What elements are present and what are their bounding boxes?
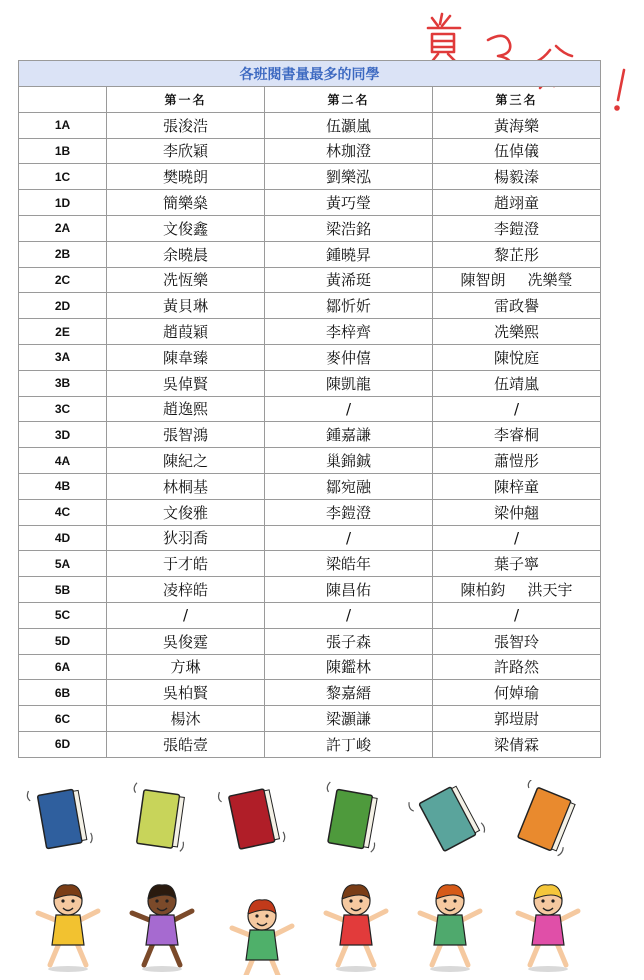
table-row: [19, 396, 601, 422]
first-place-name: /: [107, 602, 265, 628]
first-place-name: 凌梓皓: [107, 577, 265, 603]
class-name: 1A: [19, 112, 107, 138]
third-place-name: 伍倬儀: [493, 142, 539, 161]
first-place-name: 吳柏賢: [107, 680, 265, 706]
class-name: 2E: [19, 319, 107, 345]
book-icon: [407, 780, 486, 858]
second-place-name: 黎嘉縉: [265, 680, 433, 706]
third-place-cell: [433, 525, 601, 551]
class-name: 1D: [19, 190, 107, 216]
table-title-row: [19, 61, 601, 87]
class-name: 6C: [19, 706, 107, 732]
table-row: [19, 215, 601, 241]
class-name: 2B: [19, 241, 107, 267]
class-name: 4A: [19, 448, 107, 474]
second-place-name: /: [265, 396, 433, 422]
class-name: 2A: [19, 215, 107, 241]
third-place-name: 郭塏尉: [493, 710, 539, 729]
book-icon: [27, 782, 94, 853]
first-place-name: 陳紀之: [107, 448, 265, 474]
table-row: [19, 422, 601, 448]
third-place-cell: [433, 577, 601, 603]
first-place-name: 張浚浩: [107, 112, 265, 138]
books-and-kids-clipart: [20, 780, 624, 975]
third-place-name: 黎芷彤: [493, 245, 539, 264]
header-third: 第三名: [433, 87, 601, 113]
class-name: 5C: [19, 602, 107, 628]
third-place-name: 陳智朗: [460, 271, 506, 290]
table-row: [19, 731, 601, 757]
class-name: 5D: [19, 628, 107, 654]
table-row: [19, 112, 601, 138]
table-row: [19, 654, 601, 680]
table-row: [19, 551, 601, 577]
third-place-cell: [433, 731, 601, 757]
table-row: [19, 241, 601, 267]
third-place-cell: [433, 215, 601, 241]
kid-icon: [326, 885, 386, 972]
third-place-name: 蕭愷彤: [493, 452, 539, 471]
class-name: 2D: [19, 293, 107, 319]
table-row: [19, 344, 601, 370]
book-icon: [318, 782, 385, 853]
first-place-name: 方琳: [107, 654, 265, 680]
kid-icon: [232, 900, 292, 975]
table-title: 各班閱書量最多的同學: [19, 61, 601, 87]
first-place-name: 李欣穎: [107, 138, 265, 164]
table-row: [19, 370, 601, 396]
table-row: [19, 577, 601, 603]
class-name: 4B: [19, 473, 107, 499]
table-row: [19, 448, 601, 474]
third-place-name: 楊毅溱: [493, 168, 539, 187]
reading-leaderboard-table: [18, 60, 601, 758]
second-place-name: 鄒忻妡: [265, 293, 433, 319]
class-name: 3B: [19, 370, 107, 396]
second-place-name: /: [265, 525, 433, 551]
third-place-cell: [433, 396, 601, 422]
header-class: [19, 87, 107, 113]
table-row: [19, 138, 601, 164]
third-place-name: 陳柏鈞: [460, 581, 506, 600]
second-place-name: 陳鑑林: [265, 654, 433, 680]
second-place-name: 梁浩銘: [265, 215, 433, 241]
third-place-cell: [433, 344, 601, 370]
second-place-name: 鍾嘉謙: [265, 422, 433, 448]
header-second: 第二名: [265, 87, 433, 113]
second-place-name: 麥仲僖: [265, 344, 433, 370]
class-name: 5B: [19, 577, 107, 603]
third-place-name: 黃海樂: [493, 116, 539, 135]
book-icon: [508, 780, 584, 857]
table-row: [19, 293, 601, 319]
second-place-name: 李梓齊: [265, 319, 433, 345]
second-place-name: 林珈澄: [265, 138, 433, 164]
table-row: [19, 164, 601, 190]
class-name: 3A: [19, 344, 107, 370]
first-place-name: 冼恆樂: [107, 267, 265, 293]
first-place-name: 吳俊霆: [107, 628, 265, 654]
second-place-name: 李鎧澄: [265, 499, 433, 525]
header-row: [19, 87, 601, 113]
second-place-name: 黃巧瑩: [265, 190, 433, 216]
second-place-name: 張子森: [265, 628, 433, 654]
second-place-name: 陳凱龍: [265, 370, 433, 396]
second-place-name: 許丁峻: [265, 731, 433, 757]
class-name: 1C: [19, 164, 107, 190]
first-place-name: 樊曉朗: [107, 164, 265, 190]
class-name: 2C: [19, 267, 107, 293]
third-place-cell: [433, 241, 601, 267]
class-name: 5A: [19, 551, 107, 577]
third-place-name: 李睿桐: [493, 426, 539, 445]
first-place-name: 吳倬賢: [107, 370, 265, 396]
third-place-cell: [433, 267, 601, 293]
first-place-name: 張智鴻: [107, 422, 265, 448]
header-first: 第一名: [107, 87, 265, 113]
third-place-name: 伍靖嵐: [493, 374, 539, 393]
second-place-name: 黃浠珽: [265, 267, 433, 293]
third-place-cell: [433, 164, 601, 190]
third-place-cell: [433, 293, 601, 319]
table-row: [19, 602, 601, 628]
third-place-name: 冼樂熙: [493, 323, 539, 342]
second-place-name: 巢錦鋮: [265, 448, 433, 474]
second-place-name: 梁灝謙: [265, 706, 433, 732]
first-place-name: 趙葭穎: [107, 319, 265, 345]
first-place-name: 黃貝琳: [107, 293, 265, 319]
first-place-name: 林桐基: [107, 473, 265, 499]
third-place-cell: [433, 370, 601, 396]
class-name: 3C: [19, 396, 107, 422]
third-place-cell: [433, 319, 601, 345]
third-place-name: 趙翊童: [493, 194, 539, 213]
second-place-name: /: [265, 602, 433, 628]
third-place-name: 許路然: [493, 658, 539, 677]
second-place-name: 劉樂泓: [265, 164, 433, 190]
first-place-name: 余曉晨: [107, 241, 265, 267]
third-place-cell: [433, 680, 601, 706]
third-place-cell: [433, 706, 601, 732]
second-place-name: 梁皓年: [265, 551, 433, 577]
first-place-name: 張皓壹: [107, 731, 265, 757]
third-place-cell: [433, 499, 601, 525]
third-place-cell: [433, 628, 601, 654]
kid-icon: [132, 885, 192, 972]
annotation-text: 賞3分!: [418, 4, 422, 5]
class-name: 4D: [19, 525, 107, 551]
second-place-name: 鍾曉昇: [265, 241, 433, 267]
table-row: [19, 499, 601, 525]
third-place-name: 陳梓童: [493, 477, 539, 496]
third-place-name: 梁仲翹: [493, 503, 539, 522]
third-place-name: 梁倩霖: [493, 735, 539, 754]
third-place-cell: [433, 602, 601, 628]
third-place-cell: [433, 473, 601, 499]
first-place-name: 文俊雅: [107, 499, 265, 525]
third-place-name: 葉子寧: [493, 555, 539, 574]
table-row: [19, 680, 601, 706]
kid-icon: [518, 885, 578, 972]
third-place-name: /: [513, 528, 520, 547]
table-row: [19, 267, 601, 293]
book-icon: [218, 781, 286, 853]
third-place-name: 雷政譽: [493, 297, 539, 316]
table-row: [19, 190, 601, 216]
class-name: 4C: [19, 499, 107, 525]
second-place-name: 鄒宛融: [265, 473, 433, 499]
class-name: 6D: [19, 731, 107, 757]
book-icon: [126, 782, 191, 851]
third-place-cell: [433, 654, 601, 680]
class-name: 3D: [19, 422, 107, 448]
table-row: [19, 706, 601, 732]
first-place-name: 簡樂燊: [107, 190, 265, 216]
class-name: 6A: [19, 654, 107, 680]
first-place-name: 趙逸熙: [107, 396, 265, 422]
third-place-name: 陳悅庭: [493, 348, 539, 367]
third-place-name: /: [513, 606, 520, 625]
third-place-cell: [433, 422, 601, 448]
third-place-name: 冼樂瑩: [527, 271, 573, 290]
third-place-cell: [433, 448, 601, 474]
class-name: 6B: [19, 680, 107, 706]
third-place-name: /: [513, 399, 520, 418]
table-row: [19, 525, 601, 551]
second-place-name: 陳昌佑: [265, 577, 433, 603]
table-row: [19, 473, 601, 499]
table-row: [19, 319, 601, 345]
first-place-name: 于才皓: [107, 551, 265, 577]
first-place-name: 楊沐: [107, 706, 265, 732]
table-row: [19, 628, 601, 654]
third-place-cell: [433, 551, 601, 577]
third-place-name: 張智玲: [493, 632, 539, 651]
third-place-name: 李鎧澄: [493, 219, 539, 238]
third-place-cell: [433, 112, 601, 138]
third-place-name: 洪天宇: [527, 581, 573, 600]
first-place-name: 文俊鑫: [107, 215, 265, 241]
kid-icon: [420, 885, 480, 972]
first-place-name: 狄羽喬: [107, 525, 265, 551]
second-place-name: 伍灝嵐: [265, 112, 433, 138]
first-place-name: 陳韋臻: [107, 344, 265, 370]
third-place-name: 何婥瑜: [493, 684, 539, 703]
class-name: 1B: [19, 138, 107, 164]
third-place-cell: [433, 138, 601, 164]
kid-icon: [38, 885, 98, 972]
third-place-cell: [433, 190, 601, 216]
